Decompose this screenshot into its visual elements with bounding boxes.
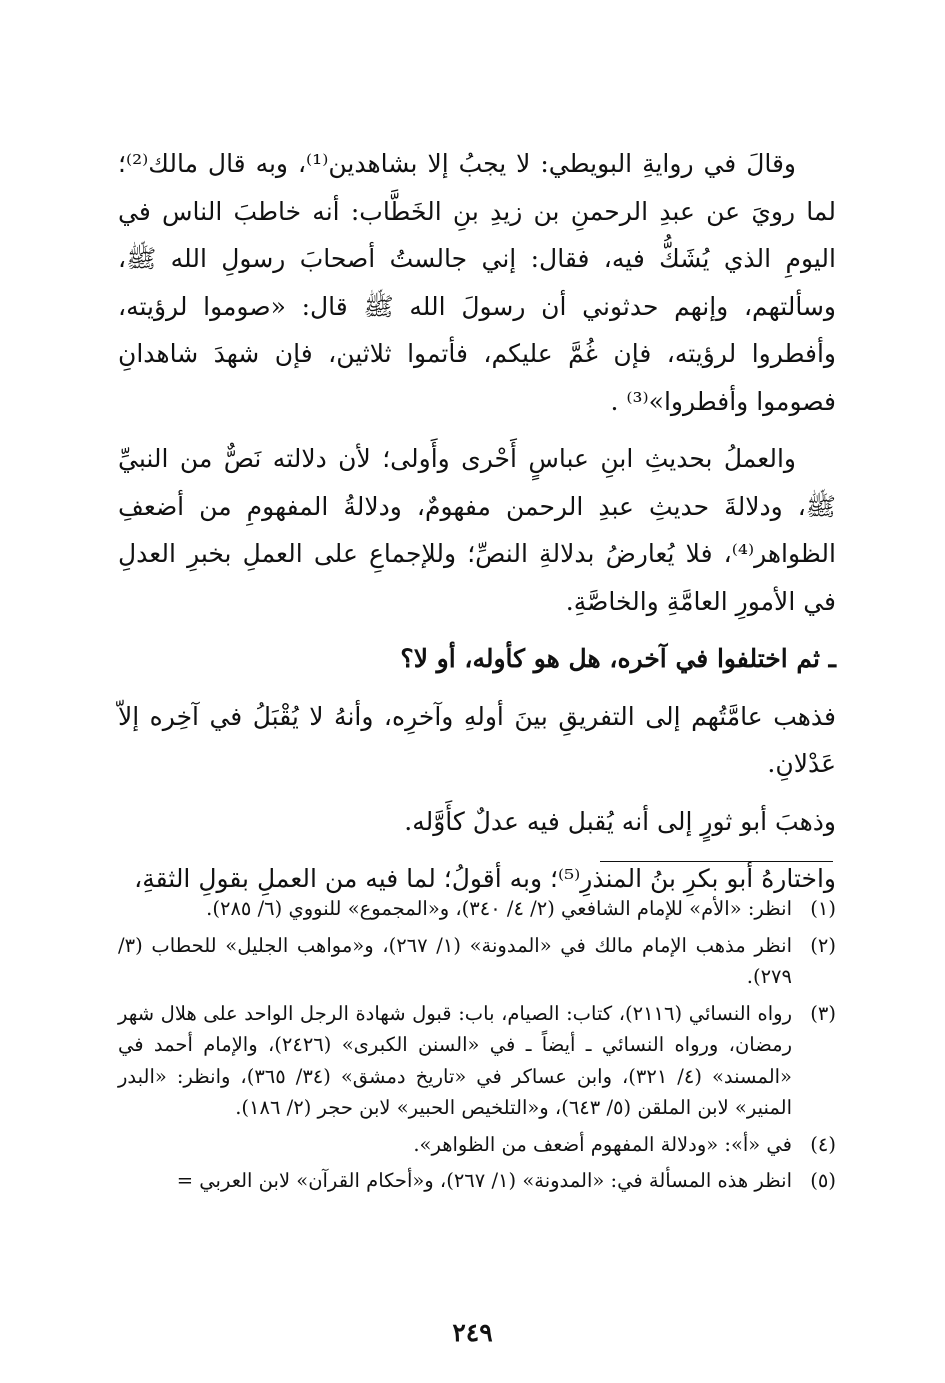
paragraph-majority-view: فذهب عامَّتُهم إلى التفريقِ بينَ أولهِ وآخرِه، وأنهُ لا يُقْبَلُ في آخِره إلاّ عَدْلانِ. — [118, 701, 836, 778]
paragraph-abu-thawr-view: وذهبَ أبو ثورٍ إلى أنه يُقبل فيه عدلٌ كأَوَّله. — [404, 806, 836, 836]
footnote-number: (٤) — [810, 1132, 836, 1156]
footnote-number: (٣) — [810, 1001, 836, 1025]
paragraph-ibn-al-mundhir-choice: واختارهُ أبو بكرِ بنُ المنذرِ⁽⁵⁾؛ وبه أقولُ؛ لما فيه من العملِ بقولِ الثقةِ، — [134, 864, 836, 893]
footnote-text: انظر هذه المسألة في: «المدونة» (١/ ٢٦٧)، و«أحكام القرآن» لابن العربي = — [176, 1169, 792, 1192]
paragraph-ibn-abbas-hadith: والعملُ بحديثِ ابنِ عباسٍ أَحْرى وأَولى؛ لأن دلالته نَصٌّ من النبيِّ ﷺ، ودلالةَ حديثِ عبدِ الرحمن مفهومٌ، ودلالةُ المفهومِ من أضعفِ الظواهر⁽⁴⁾، فلا يُعارضُ بدلالةِ النصِّ؛ وللإجماعِ على العملِ بخبرِ العدلِ في الأمورِ العامَّةِ والخاصَّةِ. — [118, 444, 836, 616]
footnote-item — [118, 1165, 836, 1197]
page-number: ٢٤٩ — [452, 1318, 493, 1347]
footnote-separator — [600, 861, 833, 862]
section-question-heading: ـ ثم اختلفوا في آخره، هل هو كأوله، أو لا؟ — [400, 644, 836, 673]
footnote-item — [118, 1129, 836, 1161]
footnote-text: رواه النسائي (٢١١٦)، كتاب: الصيام، باب: قبول شهادة الرجل الواحد على هلال شهر رمضان، ورواه النسائي ـ أيضاً ـ في «السنن الكبرى» (٢٤٢٦)، والإمام أحمد في «المسند» (٤/ ٣٢١)، وابن عساكر في «تاريخ دمشق» (٣٤/ ٣٦٥)، وانظر: «البدر المنير» لابن الملقن (٥/ ٦٤٣)، و«التلخيص الحبير» لابن حجر (٢/ ١٨٦). — [118, 1001, 792, 1119]
footnote-text: انظر: «الأم» للإمام الشافعي (٢/ ٤/ ٣٤٠)، و«المجموع» للنووي (٦/ ٢٨٥). — [206, 897, 792, 920]
footnote-item — [118, 893, 836, 925]
footnotes — [118, 893, 836, 1202]
footnote-number: (٢) — [810, 933, 836, 957]
footnote-number: (١) — [810, 897, 836, 920]
footnote-text: انظر مذهب الإمام مالك في «المدونة» (١/ ٢٦٧)، و«مواهب الجليل» للحطاب (٣/ ٢٧٩). — [118, 933, 792, 988]
footnote-text: في «أ»: «ودلالة المفهوم أضعف من الظواهر». — [413, 1132, 792, 1156]
footnote-number: (٥) — [810, 1169, 836, 1192]
footnote-item — [118, 998, 836, 1124]
main-text — [118, 140, 836, 903]
paragraph-buwayti-narration: وقالَ في روايةِ البويطي: لا يجبُ إلا بشاهدين⁽¹⁾، وبه قال مالك⁽²⁾؛ لما رويَ عن عبدِ الرحمنِ بن زيدِ بنِ الخَطَّاب: أنه خاطبَ الناس في اليومِ الذي يُشَكُّ فيه، فقال: إني جالستُ أصحابَ رسولِ الله ﷺ، وسألتهم، وإنهم حدثوني أن رسولَ الله ﷺ قال: «صوموا لرؤيته، وأفطروا لرؤيته، فإن غُمَّ عليكم، فأتموا ثلاثين، فإن شهدَ شاهدانِ فصوموا وأفطروا»⁽³⁾ . — [118, 149, 836, 416]
footnote-item — [118, 930, 836, 993]
